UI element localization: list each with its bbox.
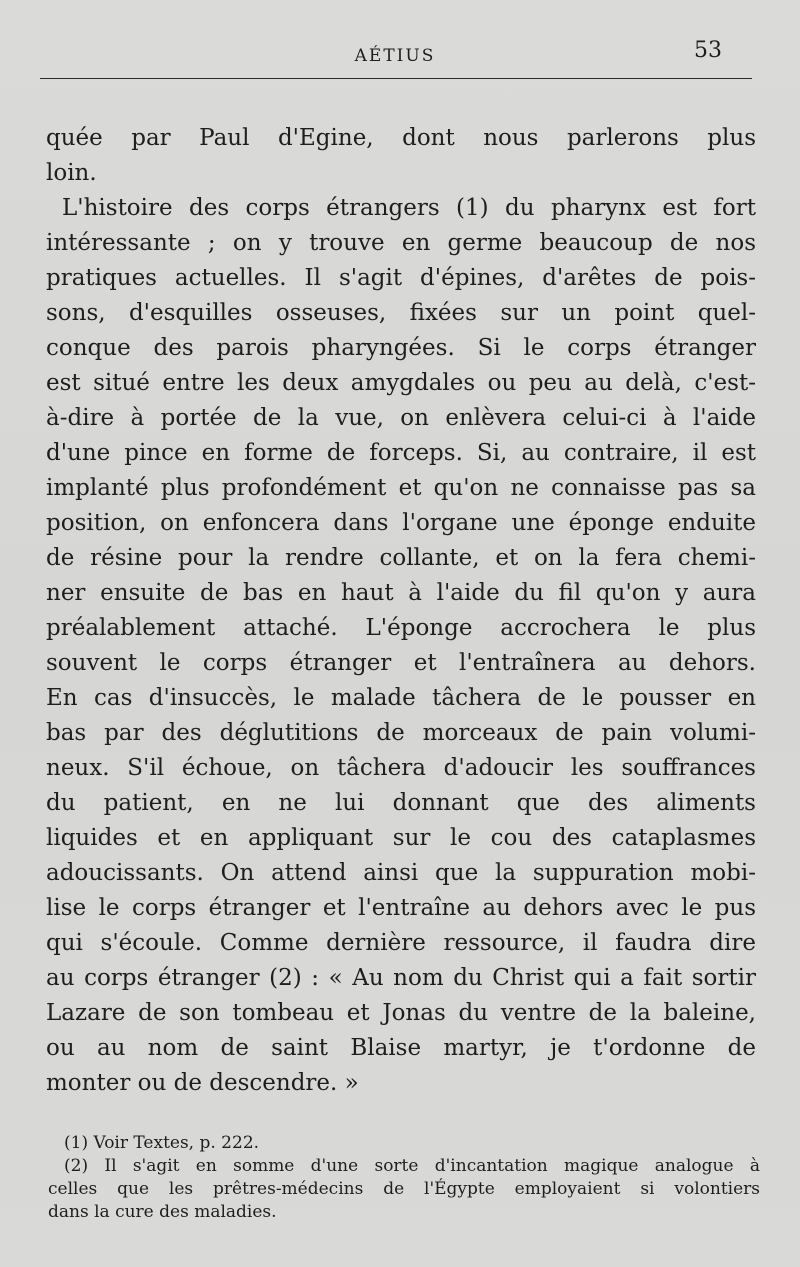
text-line: d'une pince en forme de forceps. Si, au contraire, il est [46,440,756,466]
text-line: est situé entre les deux amygdales ou peu au delà, c'est- [46,370,756,396]
text-line: bas par des déglutitions de morceaux de pain volumi- [46,720,756,746]
text-line: souvent le corps étranger et l'entraînera au dehors. [46,650,756,676]
header-rule [40,78,752,79]
text-line: En cas d'insuccès, le malade tâchera de le pousser en [46,685,756,711]
running-head [40,36,750,76]
text-line: sons, d'esquilles osseuses, fixées sur un point quel- [46,300,756,326]
text-line: ou au nom de saint Blaise martyr, je t'ordonne de [46,1035,756,1061]
text-line: adoucissants. On attend ainsi que la suppuration mobi- [46,860,756,886]
footnote-2-continued: dans la cure des maladies. [48,1202,277,1222]
text-line: de résine pour la rendre collante, et on la fera chemi- [46,545,756,571]
footnote-2: (2) Il s'agit en somme d'une sorte d'incantation magique analogue à [64,1156,760,1176]
page-number: 53 [694,38,722,63]
text-line: quée par Paul d'Egine, dont nous parlerons plus [46,125,756,151]
footnote-2-continued: celles que les prêtres-médecins de l'Égypte employaient si volontiers [48,1179,760,1199]
text-line: préalablement attaché. L'éponge accrochera le plus [46,615,756,641]
text-line: neux. S'il échoue, on tâchera d'adoucir les souffrances [46,755,756,781]
text-line: L'histoire des corps étrangers (1) du pharynx est fort [62,195,756,221]
text-line: ner ensuite de bas en haut à l'aide du fil qu'on y aura [46,580,756,606]
text-line: au corps étranger (2) : « Au nom du Christ qui a fait sortir [46,965,756,991]
text-line: à-dire à portée de la vue, on enlèvera celui-ci à l'aide [46,405,756,431]
text-line: intéressante ; on y trouve en germe beaucoup de nos [46,230,756,256]
text-line: pratiques actuelles. Il s'agit d'épines, d'arêtes de pois- [46,265,756,291]
text-line: position, on enfoncera dans l'organe une éponge enduite [46,510,756,536]
text-line: conque des parois pharyngées. Si le corps étranger [46,335,756,361]
text-line: monter ou de descendre. » [46,1070,359,1096]
text-line: Lazare de son tombeau et Jonas du ventre de la baleine, [46,1000,756,1026]
text-line: implanté plus profondément et qu'on ne connaisse pas sa [46,475,756,501]
text-line: liquides et en appliquant sur le cou des cataplasmes [46,825,756,851]
running-title: AÉTIUS [354,46,436,66]
body-text [46,121,756,1101]
text-line: lise le corps étranger et l'entraîne au dehors avec le pus [46,895,756,921]
footnote-1: (1) Voir Textes, p. 222. [64,1133,260,1153]
text-line: du patient, en ne lui donnant que des aliments [46,790,756,816]
text-line: qui s'écoule. Comme dernière ressource, il faudra dire [46,930,756,956]
text-line: loin. [46,160,97,186]
footnotes [48,1132,760,1224]
